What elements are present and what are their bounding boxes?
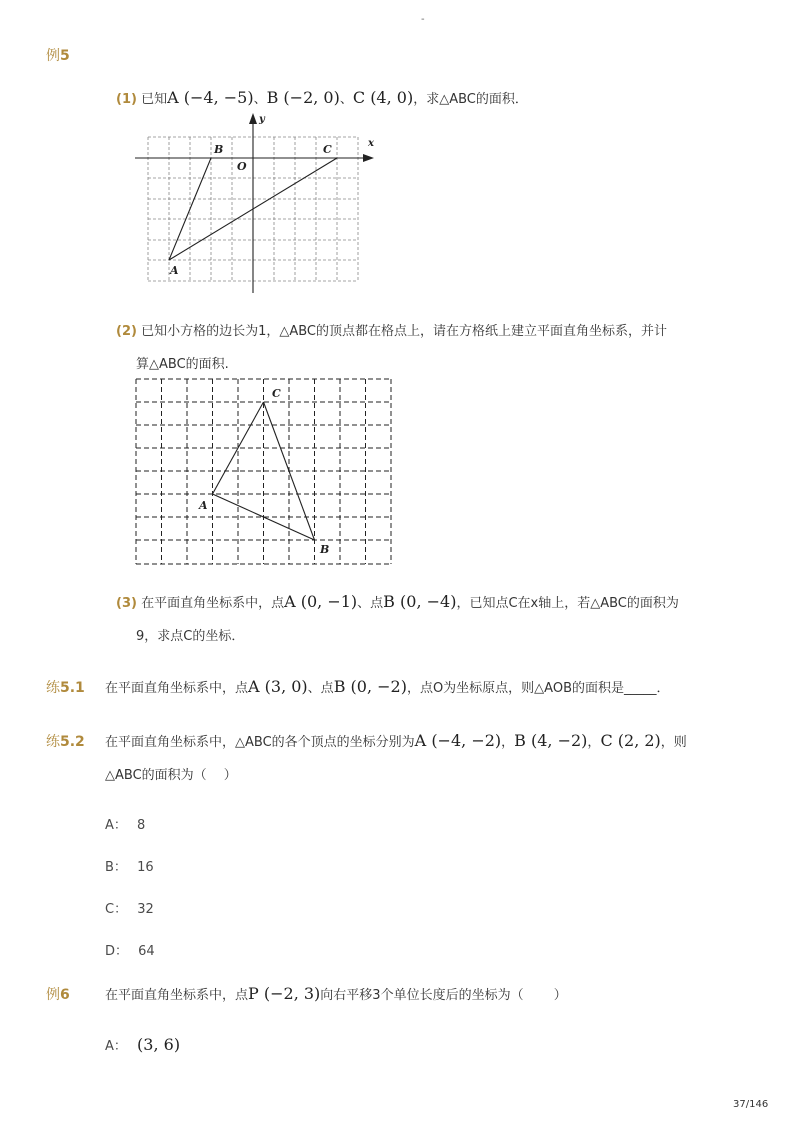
point-b-math: B (0, −2) [333, 677, 407, 696]
point-b-math: B (−2, 0) [266, 88, 340, 107]
text-a: 在平面直角坐标系中，点 [105, 681, 249, 696]
sep: 、 [339, 92, 353, 107]
point-p-math: P (−2, 3) [248, 984, 321, 1003]
top-mark: - [421, 14, 425, 25]
label-prefix: 例 [46, 48, 60, 64]
point-a-math: A (0, −1) [284, 592, 358, 611]
point-b-label: B [320, 543, 330, 556]
option-value: (3, 6) [137, 1035, 181, 1054]
problem-3-text-c: ，已知点C在x轴上，若△ABC的面积为 [456, 596, 679, 611]
point-b-label: B [214, 143, 224, 156]
point-c-label: C [272, 387, 281, 400]
sep: 、 [253, 92, 267, 107]
practice-5-2-line-1 [105, 731, 687, 750]
problem-1-text-b: ，求△ABC的面积． [413, 92, 528, 107]
point-b-math: B (0, −4) [383, 592, 457, 611]
label-prefix: 例 [46, 987, 60, 1003]
practice-5-2-line-2: △ABC的面积为（ ） [105, 768, 237, 783]
example-6-option-a[interactable] [105, 1035, 180, 1054]
option-value: 32 [137, 902, 154, 917]
option-value: 16 [137, 860, 154, 875]
problem-3-tag: (3) [116, 596, 137, 611]
option-value: 64 [138, 944, 155, 959]
point-a-math: A (3, 0) [248, 677, 308, 696]
comma: ， [587, 735, 601, 750]
problem-3-line-1 [116, 592, 679, 611]
problem-1-tag: (1) [116, 92, 137, 107]
point-b-math: B (4, −2) [514, 731, 588, 750]
label-prefix: 练 [46, 734, 60, 750]
figure-1-coordinate-grid [130, 108, 380, 298]
option-c[interactable] [105, 898, 154, 917]
point-c-math: C (2, 2) [600, 731, 661, 750]
problem-3-line-2: 9，求点C的坐标． [136, 629, 245, 644]
text-a: 在平面直角坐标系中，点 [105, 988, 249, 1003]
option-letter: C： [105, 902, 128, 917]
practice-5-2-label [46, 731, 85, 751]
option-letter: B： [105, 860, 127, 875]
option-letter: A： [105, 1039, 127, 1054]
practice-5-1-text [105, 677, 670, 696]
label-number: 5.1 [60, 680, 85, 696]
point-a-math: A (−4, −2) [414, 731, 502, 750]
problem-1 [116, 88, 528, 107]
example-6-label [46, 984, 70, 1004]
practice-5-1-label [46, 677, 85, 697]
label-number: 5.2 [60, 734, 85, 750]
option-letter: A： [105, 818, 127, 833]
text-b: 、点 [307, 681, 334, 696]
problem-3-text-b: 、点 [357, 596, 384, 611]
option-letter: D： [105, 944, 129, 959]
problem-2-line-1 [116, 320, 667, 339]
point-a-math: A (−4, −5) [167, 88, 254, 107]
problem-1-text-a: 已知 [141, 92, 168, 107]
option-d[interactable] [105, 940, 155, 959]
option-b[interactable] [105, 856, 154, 875]
point-a-label: A [199, 499, 208, 512]
x-axis-label: x [368, 138, 374, 149]
label-number: 5 [60, 48, 70, 64]
label-number: 6 [60, 987, 70, 1003]
point-c-math: C (4, 0) [352, 88, 414, 107]
point-a-label: A [170, 264, 179, 277]
example-6-text [105, 984, 567, 1003]
point-c-label: C [323, 143, 332, 156]
text-b: ，则 [660, 735, 687, 750]
problem-2-line-2: 算△ABC的面积. [136, 357, 229, 372]
option-value: 8 [137, 818, 146, 833]
text-b: 向右平移3个单位长度后的坐标为（ ） [320, 988, 567, 1003]
problem-2-text: 已知小方格的边长为1，△ABC的顶点都在格点上，请在方格纸上建立平面直角坐标系，并计 [141, 324, 668, 339]
origin-label: O [237, 160, 247, 173]
problem-3-text-a: 在平面直角坐标系中，点 [141, 596, 285, 611]
option-a[interactable] [105, 814, 145, 833]
comma: ， [501, 735, 515, 750]
example-5-label [46, 45, 70, 65]
problem-2-tag: (2) [116, 324, 137, 339]
y-axis-label: y [259, 114, 265, 125]
text-a: 在平面直角坐标系中，△ABC的各个顶点的坐标分别为 [105, 735, 415, 750]
figure-2-square-grid [132, 376, 396, 568]
label-prefix: 练 [46, 680, 60, 696]
page-number: 37/146 [733, 1099, 769, 1110]
text-c: ，点O为坐标原点，则△AOB的面积是_____． [406, 681, 670, 696]
